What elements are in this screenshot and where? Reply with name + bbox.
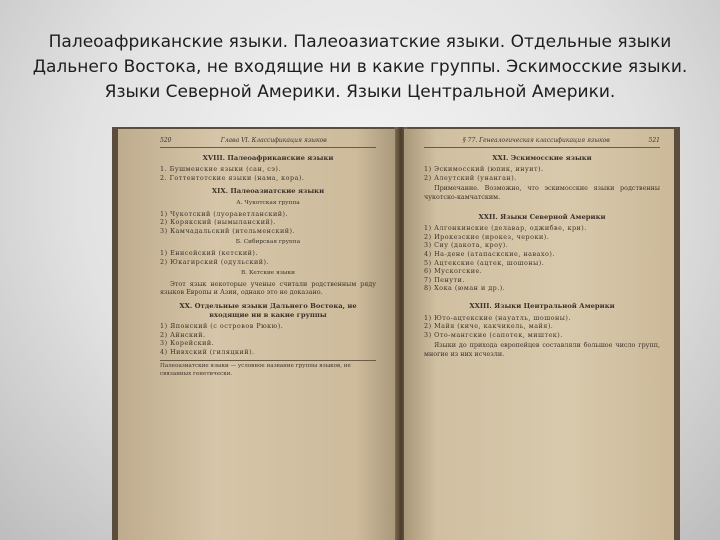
slide-title-line-2: Дальнего Востока, не входящие ни в какие группы. Эскимосские языки. bbox=[32, 57, 688, 77]
right-book-page bbox=[404, 129, 674, 540]
footnote: Палеоазиатские языки — условное название группы языков, не связанных генетически. bbox=[160, 360, 376, 378]
list-item: 3) Сиу (дакота, кроу). bbox=[424, 241, 509, 250]
section-heading: XVIII. Палеоафриканские языки bbox=[202, 153, 334, 162]
list-item: 2) Алеутский (унанган). bbox=[424, 173, 517, 182]
list-item: 2) Майя (киче, какчикель, майя). bbox=[424, 322, 554, 331]
section-heading: XIX. Палеоазиатские языки bbox=[211, 187, 325, 196]
list-item: 1) Японский (с островов Рюкю). bbox=[160, 322, 284, 331]
body-paragraph: Языки до прихода европейцев составляли большое число групп, многие из них исчезли. bbox=[424, 341, 660, 358]
right-running-title: § 77. Генеалогическая классификация языков bbox=[462, 137, 610, 144]
section-heading: XX. Отдельные языки Дальнего Востока, не входящие ни в какие группы bbox=[179, 301, 357, 319]
list-item: 1) Енисейский (кетский). bbox=[160, 248, 258, 257]
subsection-heading: А. Чукотская группа bbox=[236, 199, 300, 206]
list-item: 6) Мускогские. bbox=[424, 267, 483, 276]
list-item: 1. Бушменские языки (сан, сэ). bbox=[160, 165, 281, 174]
list-item: 2. Готтентотские языки (нама, кора). bbox=[160, 173, 305, 182]
slide-title-line-3: Языки Северной Америки. Языки Центральной Америки. bbox=[104, 82, 616, 102]
list-item: 2) Юкагирский (одульский). bbox=[160, 257, 270, 266]
list-item: 2) Корякский (нымыланский). bbox=[160, 218, 276, 227]
list-item: 1) Алгонкинские (делавар, оджибве, кри). bbox=[424, 224, 587, 233]
list-item: 2) Айнский. bbox=[160, 330, 206, 339]
section-heading: XXIII. Языки Центральной Америки bbox=[469, 301, 615, 310]
book-photo bbox=[112, 127, 680, 540]
list-item: 1) Юто-ацтекские (науатль, шошоны). bbox=[424, 313, 571, 322]
body-paragraph: Этот язык некоторые ученые считали родственным ряду языков Европы и Азии, однако это не доказано. bbox=[160, 279, 376, 297]
list-item: 3) Камчадальский (ительменский). bbox=[160, 226, 295, 235]
left-running-title: Глава VI. Классификация языков bbox=[220, 137, 327, 144]
left-running-head bbox=[160, 137, 376, 148]
list-item: 1) Эскимосский (юпик, инуит). bbox=[424, 165, 544, 174]
list-item: 7) Пенути. bbox=[424, 275, 465, 284]
list-item: 3) Ото-мангские (сапотек, миштек). bbox=[424, 330, 563, 339]
list-item: 8) Хока (юман и др.). bbox=[424, 284, 506, 293]
left-book-page bbox=[118, 129, 398, 540]
left-page-number: 520 bbox=[160, 137, 172, 144]
list-item: 2) Ирокезские (ирокез, чероки). bbox=[424, 232, 550, 241]
subsection-heading: Б. Сибирская группа bbox=[235, 239, 301, 246]
section-heading: XXI. Эскимосские языки bbox=[492, 153, 592, 162]
slide-title bbox=[30, 30, 690, 105]
section-heading: XXII. Языки Северной Америки bbox=[478, 212, 606, 221]
list-item: 5) Ацтекские (ацтек, шошоны). bbox=[424, 258, 545, 267]
right-page-number: 521 bbox=[648, 137, 660, 144]
list-item: 4) Нивхский (гиляцкий). bbox=[160, 347, 255, 356]
list-item: 4) На-дене (атапаскские, навахо). bbox=[424, 249, 555, 258]
slide-title-line-1: Палеоафриканские языки. Палеоазиатские языки. Отдельные языки bbox=[48, 32, 672, 52]
list-item: 1) Чукотский (луораветланский). bbox=[160, 209, 289, 218]
body-paragraph: Примечание. Возможно, что эскимосские языки родственны чукотско-камчатским. bbox=[424, 184, 660, 201]
subsection-heading: В. Кетские языки bbox=[241, 270, 295, 277]
list-item: 3) Корейский. bbox=[160, 339, 215, 348]
right-running-head bbox=[424, 137, 660, 148]
